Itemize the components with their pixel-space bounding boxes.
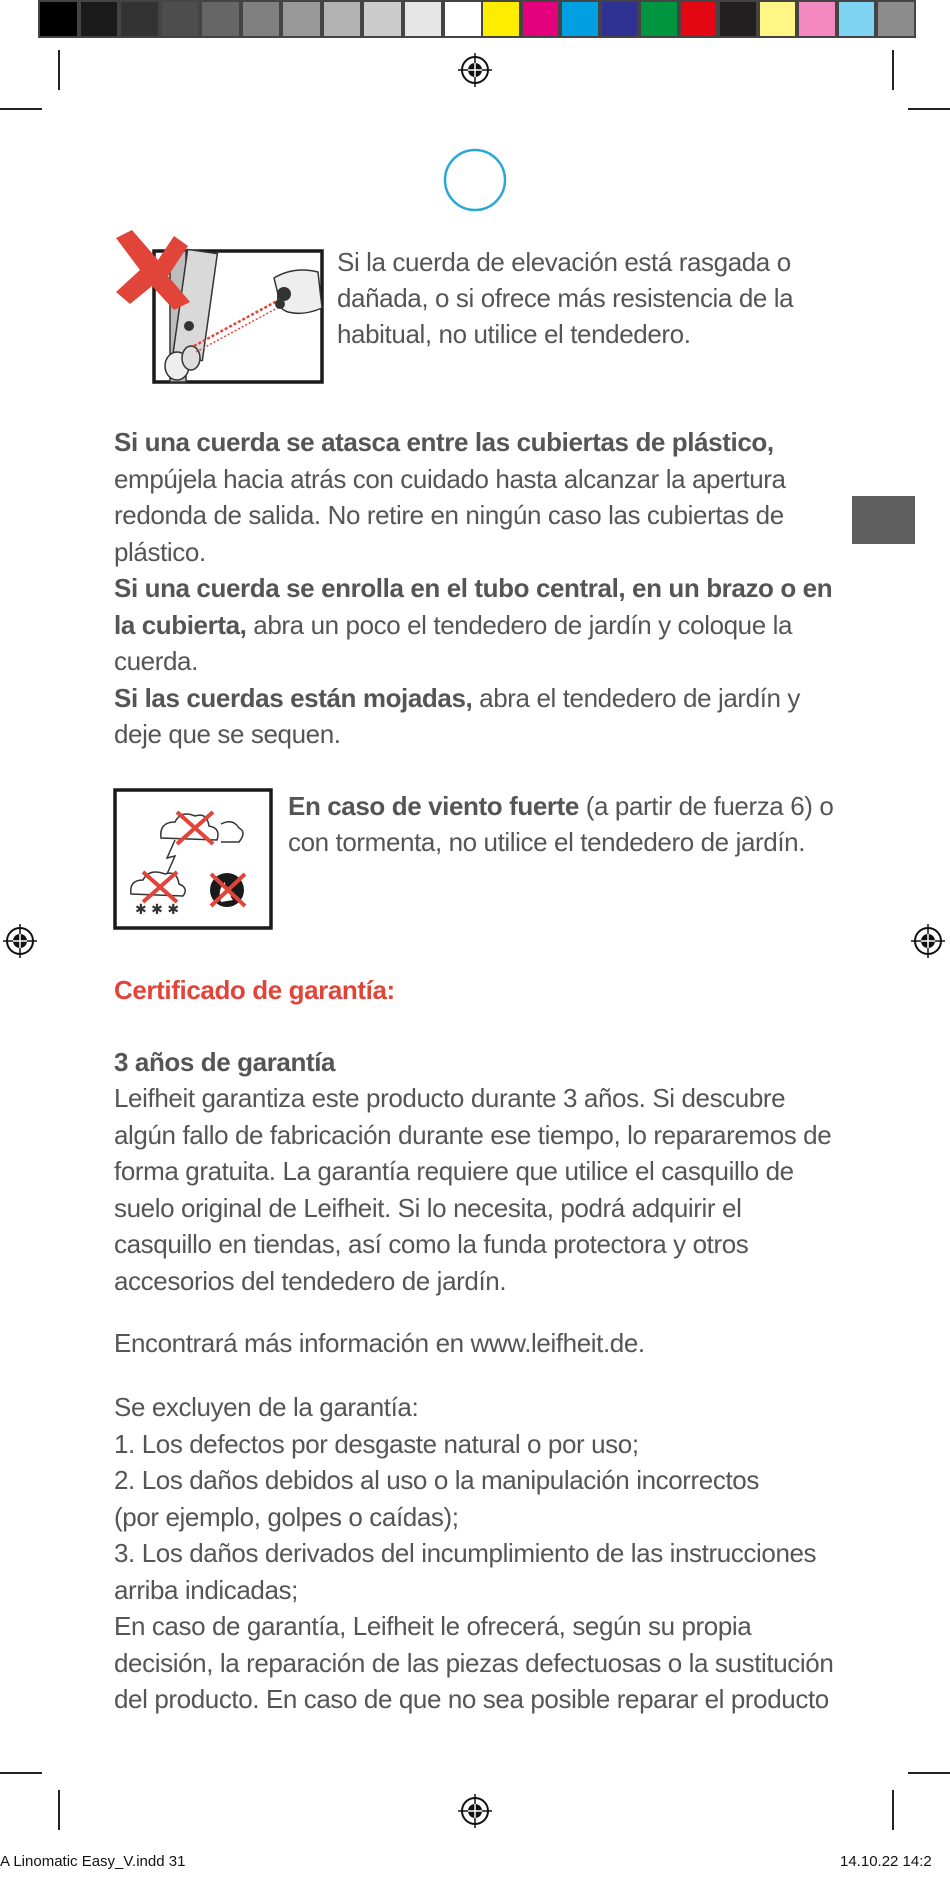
crop-mark <box>908 108 950 110</box>
gray-swatch <box>160 0 201 38</box>
crop-mark <box>892 1790 894 1830</box>
gray-swatch <box>443 0 484 38</box>
registration-mark-icon <box>3 924 37 958</box>
prohibited-rope-icon <box>112 228 326 386</box>
circle-mark-icon <box>442 147 508 213</box>
warranty-closing: En caso de garantía, Leifheit le ofrecerá, según su propia decisión, la reparación de las piezas defectuosas o la sustitución del producto. En caso de que no sea posible reparar el producto <box>114 1611 834 1714</box>
more-info: Encontrará más información en www.leifheit.de. <box>114 1328 645 1358</box>
color-swatch <box>600 0 640 38</box>
crop-mark <box>0 1772 42 1774</box>
color-swatch <box>679 0 719 38</box>
weather-warning-text <box>288 788 848 860</box>
color-swatch <box>718 0 758 38</box>
registration-mark-icon <box>911 924 945 958</box>
color-swatch <box>876 0 916 38</box>
color-swatch <box>639 0 679 38</box>
exclusion-item: 3. Los daños derivados del incumplimiento de las instrucciones <box>114 1538 817 1568</box>
care-bold: Si una cuerda se atasca entre las cubiertas de plástico, <box>114 427 774 457</box>
care-bold: Si una cuerda se enrolla en el tubo central, en un brazo o en la cubierta, <box>114 573 833 640</box>
gray-swatch <box>362 0 403 38</box>
care-paragraph <box>114 424 834 570</box>
crop-mark <box>58 1790 60 1830</box>
crop-mark <box>892 50 894 90</box>
warranty-body: Leifheit garantiza este producto durante 3 años. Si descubre algún fallo de fabricación durante ese tiempo, lo repararemos de forma gratuita. La garantía requiere que utilice el casquillo de suelo original de Leifheit. Si lo necesita, podrá adquirir el casquillo en tiendas, así como la funda protectora y otros accesorios del tendedero de jardín. <box>114 1083 832 1296</box>
rope-warning-text: Si la cuerda de elevación está rasgada o dañada, o si ofrece más resistencia de la habitual, no utilice el tendedero. <box>337 247 794 349</box>
gray-swatch <box>322 0 363 38</box>
color-swatch <box>758 0 798 38</box>
no-wind-storm-icon <box>113 788 274 931</box>
care-text: abra un poco el tendedero de jardín y coloque la cuerda. <box>114 609 793 676</box>
care-bold: Si las cuerdas están mojadas, <box>114 682 473 713</box>
weather-warning-body: (a partir de fuerza 6) o con tormenta, no utilice el tendedero de jardín. <box>288 791 834 857</box>
crop-mark <box>0 108 42 110</box>
crop-mark <box>908 1772 950 1774</box>
warranty-heading: Certificado de garantía: <box>114 975 395 1005</box>
color-swatch <box>521 0 561 38</box>
gray-swatch <box>241 0 282 38</box>
exclusion-item: 2. Los daños debidos al uso o la manipulación incorrectos <box>114 1465 759 1495</box>
gray-swatch <box>119 0 160 38</box>
gray-swatch <box>38 0 79 38</box>
color-swatch <box>797 0 837 38</box>
gray-swatch <box>281 0 322 38</box>
weather-warning-bold: En caso de viento fuerte <box>288 791 579 821</box>
gray-swatch <box>200 0 241 38</box>
crop-mark <box>58 50 60 90</box>
footer-file-name: A Linomatic Easy_V.indd 31 <box>0 1853 186 1870</box>
care-instructions <box>114 424 834 753</box>
care-text: empújela hacia atrás con cuidado hasta alcanzar la apertura redonda de salida. No retire en ningún caso las cubiertas de plástico. <box>114 463 786 567</box>
exclusions-title: Se excluyen de la garantía: <box>114 1392 419 1422</box>
exclusion-item: (por ejemplo, golpes o caídas); <box>114 1501 459 1532</box>
exclusion-item: 1. Los defectos por desgaste natural o por uso; <box>114 1428 639 1459</box>
footer-date: 14.10.22 14:2 <box>840 1853 932 1870</box>
color-swatch <box>560 0 600 38</box>
exclusions <box>114 1389 834 1718</box>
color-swatch <box>837 0 877 38</box>
gray-swatch <box>79 0 120 38</box>
svg-text:✱ ✱ ✱: ✱ ✱ ✱ <box>135 902 180 918</box>
registration-mark-icon <box>458 1794 492 1828</box>
gray-swatch <box>403 0 444 38</box>
warranty-subheading: 3 años de garantía <box>114 1047 336 1077</box>
color-swatch <box>481 0 521 38</box>
care-paragraph <box>114 570 834 680</box>
care-text: abra el tendedero de jardín y deje que se sequen. <box>114 682 801 749</box>
exclusion-item: arriba indicadas; <box>114 1574 298 1605</box>
registration-mark-icon <box>458 53 492 87</box>
care-paragraph <box>114 680 834 753</box>
section-tab <box>852 496 915 544</box>
